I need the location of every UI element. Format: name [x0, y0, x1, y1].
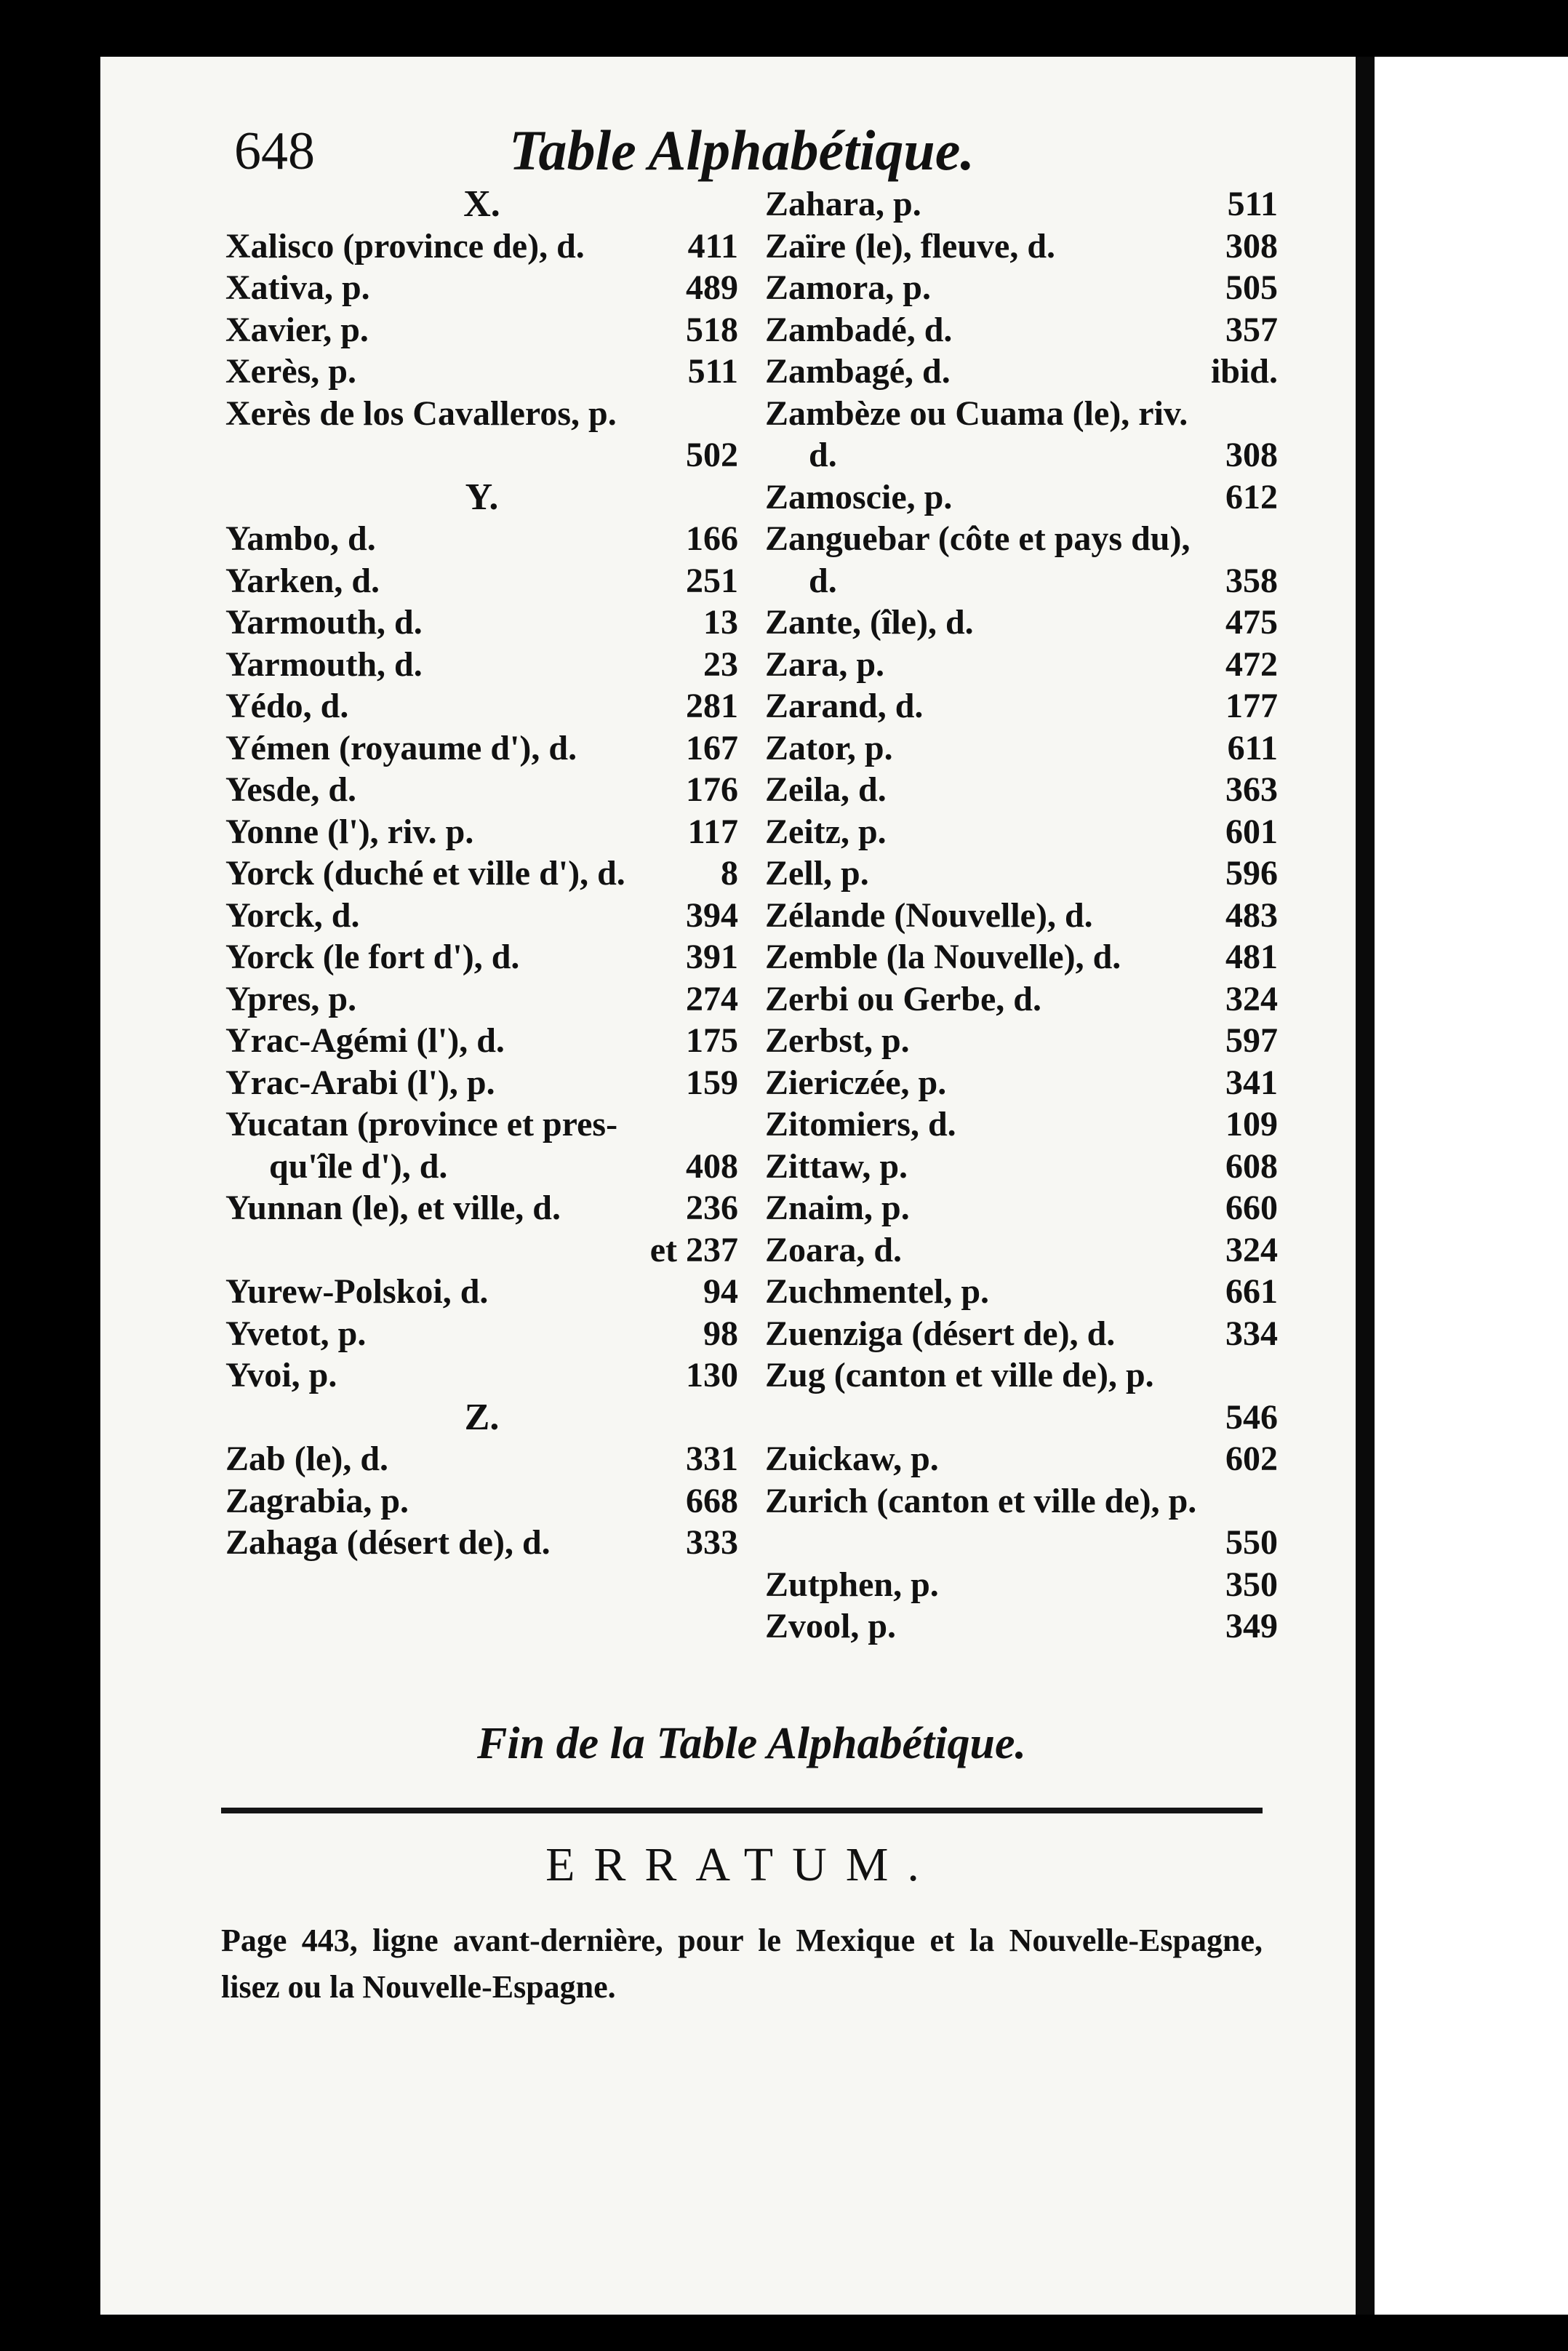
section-heading	[225, 1397, 738, 1439]
entry-page: 8	[721, 854, 738, 893]
entry-name: Zarand, d.	[765, 687, 924, 725]
index-entry	[765, 1354, 1278, 1397]
index-entry	[225, 1522, 738, 1564]
entry-page: 602	[1225, 1440, 1278, 1478]
running-title: Table Alphabétique.	[509, 119, 975, 182]
entry-name: Z.	[464, 1397, 500, 1438]
entry-name: Yurew-Polskoi, d.	[225, 1272, 489, 1311]
entry-page: 483	[1225, 896, 1278, 935]
entry-name: Zahaga (désert de), d.	[225, 1523, 551, 1562]
entry-page: 511	[687, 352, 738, 391]
entry-name: Zvool, p.	[765, 1607, 897, 1645]
section-heading	[225, 183, 738, 225]
index-entry	[225, 685, 738, 727]
entry-page: 612	[1225, 478, 1278, 516]
entry-page: 502	[686, 436, 738, 474]
horizontal-rule	[221, 1808, 1263, 1813]
entry-page: 236	[686, 1189, 738, 1227]
entry-name: Zara, p.	[765, 645, 885, 684]
index-entry	[225, 1438, 738, 1480]
entry-name: Zeitz, p.	[765, 813, 887, 851]
index-entry	[765, 1020, 1278, 1062]
entry-name: Zante, (île), d.	[765, 603, 974, 642]
entry-page: 660	[1225, 1189, 1278, 1227]
entry-name: Yorck (duché et ville d'), d.	[225, 854, 625, 893]
entry-page: 475	[1225, 603, 1278, 642]
entry-page: 608	[1225, 1147, 1278, 1186]
entry-name: Yambo, d.	[225, 519, 376, 558]
entry-page: 281	[686, 687, 738, 725]
index-entry	[225, 393, 738, 435]
index-entry	[765, 727, 1278, 770]
entry-page: 394	[686, 896, 738, 935]
index-entry	[225, 978, 738, 1021]
entry-page: 349	[1225, 1607, 1278, 1645]
entry-name: Yarmouth, d.	[225, 645, 423, 684]
index-entry	[765, 476, 1278, 519]
entry-page: 334	[1225, 1314, 1278, 1353]
entry-page: 489	[686, 268, 738, 307]
index-entry	[765, 1103, 1278, 1146]
entry-page: 308	[1225, 436, 1278, 474]
index-entry	[225, 1271, 738, 1313]
index-entry	[765, 602, 1278, 644]
index-column-right	[765, 183, 1278, 1689]
index-entry	[765, 644, 1278, 686]
entry-page: 175	[686, 1021, 738, 1060]
entry-name: Zuickaw, p.	[765, 1440, 939, 1478]
entry-page: 94	[703, 1272, 738, 1311]
entry-name: Yarken, d.	[225, 562, 380, 600]
entry-page: 251	[686, 562, 738, 600]
page-number: 648	[234, 121, 315, 181]
entry-page: 597	[1225, 1021, 1278, 1060]
entry-page: 274	[686, 980, 738, 1018]
entry-page: 363	[1225, 770, 1278, 809]
entry-name: Zamoscie, p.	[765, 478, 953, 516]
entry-name: Zutphen, p.	[765, 1565, 939, 1604]
index-entry	[225, 1020, 738, 1062]
index-entry	[765, 351, 1278, 393]
entry-name: Yvetot, p.	[225, 1314, 367, 1353]
entry-name: Xavier, p.	[225, 311, 369, 349]
entry-name: Xerès de los Cavalleros, p.	[225, 394, 617, 433]
index-entry	[765, 685, 1278, 727]
index-entry	[225, 1146, 738, 1188]
index-entry	[225, 1229, 738, 1272]
entry-name: Zahara, p.	[765, 185, 921, 223]
entry-name: Y.	[465, 476, 499, 518]
entry-name: Zagrabia, p.	[225, 1482, 409, 1520]
entry-page: 611	[1227, 729, 1278, 767]
index-entry	[225, 936, 738, 978]
index-entry	[765, 1229, 1278, 1272]
entry-page: 596	[1225, 854, 1278, 893]
entry-page: 333	[686, 1523, 738, 1562]
entry-page: 408	[686, 1147, 738, 1186]
index-entry	[765, 267, 1278, 309]
entry-page: 350	[1225, 1565, 1278, 1604]
entry-name: Zator, p.	[765, 729, 893, 767]
closing-line: Fin de la Table Alphabétique.	[477, 1719, 1026, 1768]
erratum-text: Page 443, ligne avant-dernière, pour le Mexique et la Nouvelle-Espagne, lisez ou la Nouvelle-Espagne.	[221, 1923, 1263, 2005]
entry-name: Xalisco (province de), d.	[225, 227, 585, 266]
index-entry	[225, 727, 738, 770]
index-entry	[765, 393, 1278, 435]
entry-name: Xativa, p.	[225, 268, 370, 307]
entry-page: 411	[687, 227, 738, 266]
index-entry	[225, 1187, 738, 1229]
index-entry	[765, 1480, 1278, 1522]
entry-name: Yesde, d.	[225, 770, 357, 809]
entry-name: Zambadé, d.	[765, 311, 953, 349]
index-entry	[765, 1522, 1278, 1564]
entry-name: Yvoi, p.	[225, 1356, 337, 1394]
entry-page: 518	[686, 311, 738, 349]
index-entry	[225, 1480, 738, 1522]
index-entry	[225, 853, 738, 895]
entry-page: 511	[1227, 185, 1278, 223]
entry-name: X.	[463, 183, 500, 225]
entry-name: Zerbst, p.	[765, 1021, 910, 1060]
entry-name: Zanguebar (côte et pays du),	[765, 519, 1191, 558]
entry-page: 109	[1225, 1105, 1278, 1143]
index-entry	[225, 1313, 738, 1355]
index-entry	[765, 518, 1278, 560]
index-entry	[225, 895, 738, 937]
entry-name: Yarmouth, d.	[225, 603, 423, 642]
entry-page: 668	[686, 1482, 738, 1520]
entry-page: 308	[1225, 227, 1278, 266]
adjacent-page-edge	[1375, 57, 1568, 2315]
index-entry	[225, 644, 738, 686]
entry-page: 167	[686, 729, 738, 767]
entry-page: 505	[1225, 268, 1278, 307]
entry-name: Znaim, p.	[765, 1189, 910, 1227]
index-entry	[225, 434, 738, 476]
entry-name: Zab (le), d.	[225, 1440, 389, 1478]
index-entry	[765, 1187, 1278, 1229]
index-entry	[225, 267, 738, 309]
entry-name: Xerès, p.	[225, 352, 356, 391]
index-entry	[765, 1605, 1278, 1648]
entry-page: ibid.	[1210, 352, 1278, 391]
entry-name: qu'île d'), d.	[269, 1147, 448, 1186]
entry-name: Zittaw, p.	[765, 1147, 908, 1186]
entry-name: Zemble (la Nouvelle), d.	[765, 938, 1121, 976]
index-entry	[225, 309, 738, 351]
entry-page: 358	[1225, 562, 1278, 600]
entry-name: d.	[809, 436, 837, 474]
entry-page: 13	[703, 603, 738, 642]
index-entry	[225, 811, 738, 853]
entry-name: Yrac-Agémi (l'), d.	[225, 1021, 505, 1060]
entry-name: Zitomiers, d.	[765, 1105, 956, 1143]
index-entry	[765, 183, 1278, 225]
entry-name: Zamora, p.	[765, 268, 931, 307]
entry-name: Zerbi ou Gerbe, d.	[765, 980, 1041, 1018]
index-entry	[225, 1062, 738, 1104]
entry-name: Zoara, d.	[765, 1231, 903, 1269]
index-entry	[765, 225, 1278, 268]
entry-name: Yucatan (province et pres-	[225, 1105, 618, 1143]
entry-name: Yrac-Arabi (l'), p.	[225, 1063, 495, 1102]
entry-name: Yédo, d.	[225, 687, 349, 725]
entry-page: 130	[686, 1356, 738, 1394]
index-entry	[765, 1062, 1278, 1104]
entry-page: 601	[1225, 813, 1278, 851]
index-entry	[765, 895, 1278, 937]
entry-name: Zurich (canton et ville de), p.	[765, 1482, 1197, 1520]
index-entry	[765, 769, 1278, 811]
entry-page: 341	[1225, 1063, 1278, 1102]
entry-page: 481	[1225, 938, 1278, 976]
entry-page: 98	[703, 1314, 738, 1353]
entry-name: Yunnan (le), et ville, d.	[225, 1189, 561, 1227]
index-entry	[225, 1103, 738, 1146]
entry-page: 331	[686, 1440, 738, 1478]
index-entry	[765, 811, 1278, 853]
entry-name: d.	[809, 562, 837, 600]
entry-page: 166	[686, 519, 738, 558]
entry-name: Zuenziga (désert de), d.	[765, 1314, 1116, 1353]
entry-name: Zélande (Nouvelle), d.	[765, 896, 1093, 935]
entry-page: 177	[1225, 687, 1278, 725]
entry-name: Zell, p.	[765, 854, 869, 893]
entry-page: 23	[703, 645, 738, 684]
entry-page: 546	[1225, 1398, 1278, 1437]
index-entry	[765, 1146, 1278, 1188]
page-gutter	[1356, 57, 1375, 2315]
index-entry	[765, 853, 1278, 895]
entry-name: Zambèze ou Cuama (le), riv.	[765, 394, 1188, 433]
entry-page: 117	[687, 813, 738, 851]
entry-name: Zambagé, d.	[765, 352, 951, 391]
entry-name: Zeila, d.	[765, 770, 887, 809]
index-entry	[765, 560, 1278, 602]
entry-page: 357	[1225, 311, 1278, 349]
entry-name: Zaïre (le), fleuve, d.	[765, 227, 1056, 266]
index-entry	[225, 1354, 738, 1397]
entry-name: Yorck, d.	[225, 896, 360, 935]
entry-page: 159	[686, 1063, 738, 1102]
index-entry	[765, 1397, 1278, 1439]
entry-name: Ziericzée, p.	[765, 1063, 947, 1102]
entry-name: Zuchmentel, p.	[765, 1272, 990, 1311]
section-heading	[225, 476, 738, 519]
index-entry	[765, 936, 1278, 978]
index-entry	[225, 225, 738, 268]
entry-name: Zug (canton et ville de), p.	[765, 1356, 1154, 1394]
index-entry	[765, 1313, 1278, 1355]
entry-page: 550	[1225, 1523, 1278, 1562]
index-entry	[225, 602, 738, 644]
index-entry	[765, 978, 1278, 1021]
entry-name: Yorck (le fort d'), d.	[225, 938, 520, 976]
index-entry	[225, 769, 738, 811]
index-entry	[225, 518, 738, 560]
entry-name: Yémen (royaume d'), d.	[225, 729, 577, 767]
index-entry	[765, 1271, 1278, 1313]
index-entry	[765, 1438, 1278, 1480]
index-entry	[225, 560, 738, 602]
index-entry	[225, 351, 738, 393]
index-column-left	[225, 183, 738, 1689]
entry-name: Yonne (l'), riv. p.	[225, 813, 474, 851]
entry-name: Ypres, p.	[225, 980, 357, 1018]
entry-page: 661	[1225, 1272, 1278, 1311]
entry-page: 472	[1225, 645, 1278, 684]
index-entry	[765, 309, 1278, 351]
entry-page: 324	[1225, 1231, 1278, 1269]
index-entry	[765, 1564, 1278, 1606]
erratum-title: ERRATUM.	[545, 1838, 938, 1891]
entry-page: 324	[1225, 980, 1278, 1018]
entry-page: et 237	[649, 1231, 738, 1269]
index-entry	[765, 434, 1278, 476]
entry-page: 391	[686, 938, 738, 976]
entry-page: 176	[686, 770, 738, 809]
